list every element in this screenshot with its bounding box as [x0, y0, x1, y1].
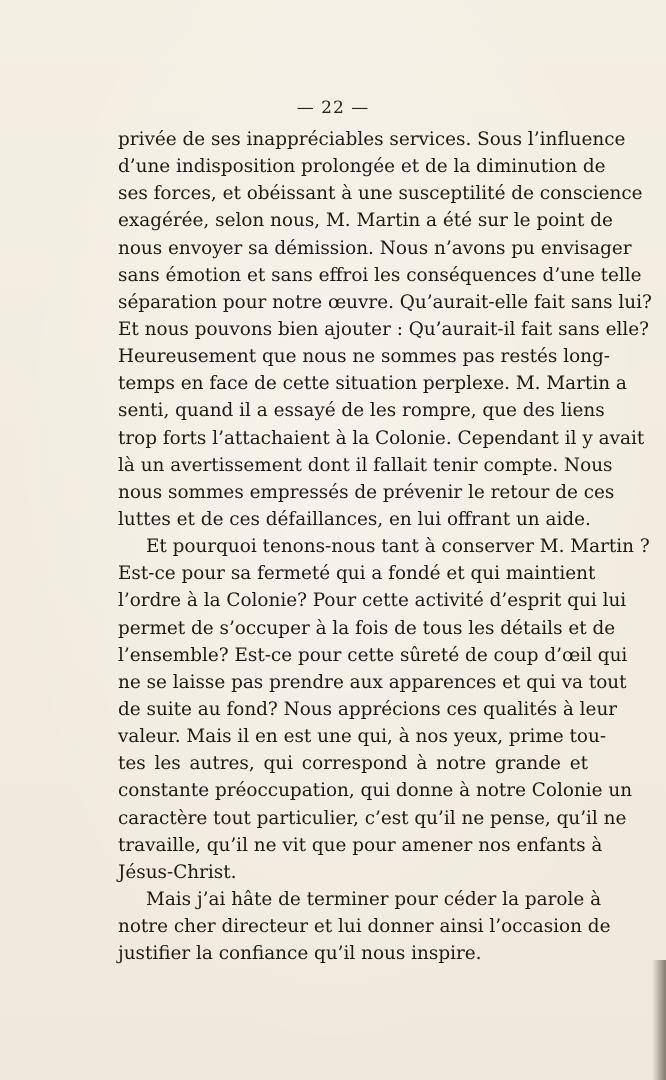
- text-line: là un avertissement dont il fallait tenir compte. Nous: [118, 454, 613, 476]
- text-line: privée de ses inappréciables services. Sous l’influence: [118, 129, 626, 150]
- text-line: l’ensemble? Est-ce pour cette sûreté de coup d’œil qui: [118, 644, 628, 666]
- text-line: notre cher directeur et lui donner ainsi l’occasion de: [118, 916, 611, 938]
- text-line: constante préoccupation, qui donne à notre Colonie un: [118, 780, 633, 802]
- text-line: l’ordre à la Colonie? Pour cette activité d’esprit qui lui: [118, 590, 627, 612]
- text-line: séparation pour notre œuvre. Qu’aurait-elle fait sans lui?: [118, 291, 652, 313]
- text-line: valeur. Mais il en est une qui, à nos yeux, prime tou-: [118, 726, 607, 748]
- text-line: trop forts l’attachaient à la Colonie. Cependant il y avait: [118, 427, 645, 449]
- text-line: nous sommes empressés de prévenir le retour de ces: [118, 481, 615, 503]
- text-line: senti, quand il a essayé de les rompre, que des liens: [118, 400, 605, 422]
- text-line: luttes et de ces défaillances, en lui offrant un aide.: [118, 508, 591, 530]
- text-line: ses forces, et obéissant à une susceptilité de conscience: [118, 183, 643, 205]
- text-line: exagérée, selon nous, M. Martin a été sur le point de: [118, 210, 613, 232]
- text-line: Jésus-Christ.: [118, 861, 237, 883]
- text-line: Mais j’ai hâte de terminer pour céder la parole à: [146, 888, 602, 910]
- text-line: Et pourquoi tenons-nous tant à conserver M. Martin ?: [146, 536, 650, 558]
- text-line: Est-ce pour sa fermeté qui a fondé et qui maintient: [118, 563, 596, 585]
- text-line: d’une indisposition prolongée et de la diminution de: [118, 156, 606, 178]
- body-text: [118, 126, 652, 967]
- text-line: sans émotion et sans effroi les conséquences d’une telle: [118, 264, 642, 286]
- text-line: tes les autres, qui correspond à notre grande et: [118, 753, 588, 775]
- text-line: travaille, qu’il ne vit que pour amener nos enfants à: [118, 834, 603, 856]
- text-line: ne se laisse pas prendre aux apparences et qui va tout: [118, 671, 627, 693]
- text-line: permet de s’occuper à la fois de tous les détails et de: [118, 617, 616, 639]
- text-line: Et nous pouvons bien ajouter : Qu’aurait-il fait sans elle?: [118, 318, 649, 340]
- text-line: justifier la confiance qu’il nous inspire.: [118, 943, 482, 965]
- text-line: de suite au fond? Nous apprécions ces qualités à leur: [118, 698, 618, 720]
- text-line: nous envoyer sa démission. Nous n’avons pu envisager: [118, 237, 632, 259]
- page-edge-shadow: [652, 960, 666, 1080]
- page-number: — 22 —: [296, 98, 370, 118]
- text-line: Heureusement que nous ne sommes pas restés long-: [118, 346, 611, 368]
- text-line: caractère tout particulier, c’est qu’il ne pense, qu’il ne: [118, 807, 627, 829]
- text-line: temps en face de cette situation perplexe. M. Martin a: [118, 373, 627, 395]
